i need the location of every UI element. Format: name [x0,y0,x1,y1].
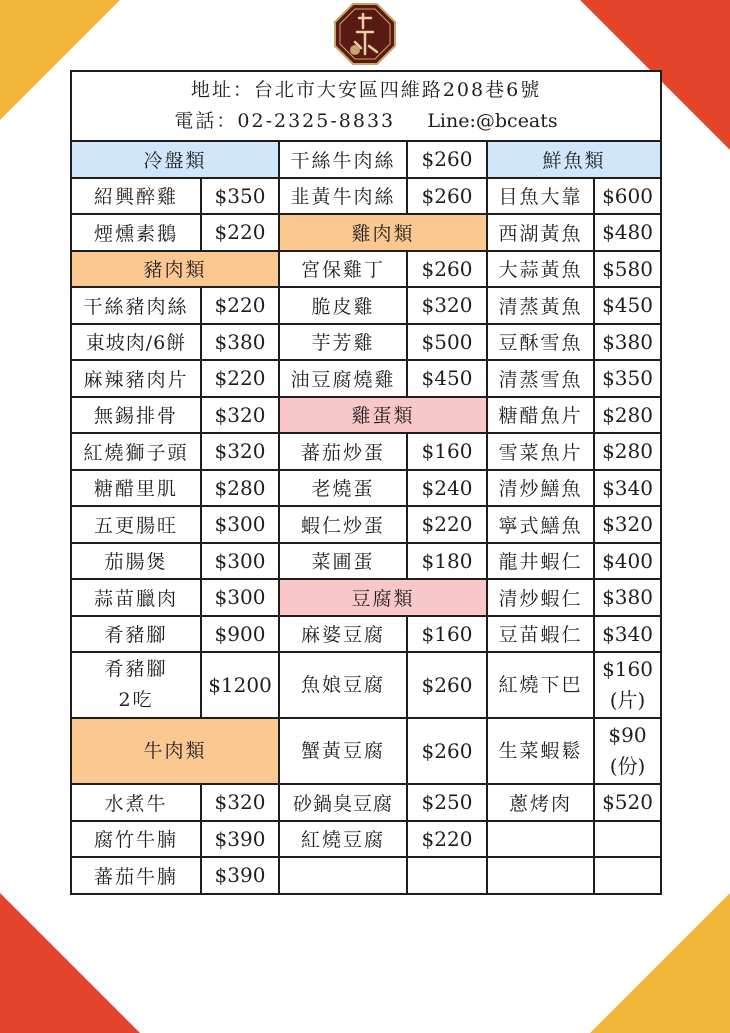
item-price: $480 [594,214,661,251]
item-price: $220 [407,506,487,543]
item-name: 麻辣豬肉片 [71,360,201,397]
item-name: 豆酥雪魚 [487,324,594,361]
item-name [71,652,201,718]
item-name: 東坡肉/6餅 [71,324,201,361]
item-name: 糖醋魚片 [487,397,594,434]
item-price: $160 [407,616,487,653]
item-price: $280 [594,397,661,434]
item-price: $220 [201,287,279,324]
item-price: $500 [407,324,487,361]
item-price: $340 [594,616,661,653]
item-price: $300 [201,506,279,543]
item-price: $400 [594,543,661,580]
item-name: 蕃茄炒蛋 [279,433,407,470]
item-price: $320 [201,397,279,434]
item-name: 菜圃蛋 [279,543,407,580]
item-price [594,652,661,718]
item-price: $580 [594,251,661,288]
item-price: $280 [201,470,279,507]
item-name-line1: 肴豬腳 [104,658,168,680]
category-pork: 豬肉類 [71,251,279,288]
item-name: 茄腸煲 [71,543,201,580]
item-name: 紅燒下巴 [487,652,594,718]
item-price: $350 [201,178,279,215]
item-price: $390 [201,857,279,894]
item-name: 清炒鱔魚 [487,470,594,507]
item-name: 紹興醉雞 [71,178,201,215]
item-name: 蒜苗臘肉 [71,579,201,616]
category-cold: 冷盤類 [71,141,279,178]
empty-cell [407,857,487,894]
category-egg: 雞蛋類 [279,397,487,434]
item-name: 清蒸黃魚 [487,287,594,324]
item-name: 雪菜魚片 [487,433,594,470]
item-name: 油豆腐燒雞 [279,360,407,397]
item-price: $320 [594,506,661,543]
item-price: $520 [594,784,661,821]
item-price: $220 [201,214,279,251]
item-price: $220 [201,360,279,397]
item-name: 寧式鱔魚 [487,506,594,543]
item-name: 無錫排骨 [71,397,201,434]
item-name: 生菜蝦鬆 [487,718,594,784]
item-price-line1: $90 [608,723,647,747]
item-name: 目魚大靠 [487,178,594,215]
category-tofu: 豆腐類 [279,579,487,616]
item-price: $260 [407,141,487,178]
item-price: $450 [594,287,661,324]
item-name: 龍井蝦仁 [487,543,594,580]
item-price: $180 [407,543,487,580]
empty-cell [279,857,407,894]
category-chicken: 雞肉類 [279,214,487,251]
item-name: 脆皮雞 [279,287,407,324]
item-price: $260 [407,251,487,288]
item-name: 西湖黃魚 [487,214,594,251]
item-price: $320 [201,433,279,470]
item-price: $260 [407,652,487,718]
item-name-line2: 2吃 [118,689,154,711]
item-price-line2: (片) [609,688,646,712]
item-name: 蟹黃豆腐 [279,718,407,784]
corner-decoration-bottom-left [0,893,140,1033]
item-price: $260 [407,718,487,784]
item-price: $380 [594,579,661,616]
item-name: 老燒蛋 [279,470,407,507]
corner-decoration-bottom-right [590,893,730,1033]
empty-cell [594,857,661,894]
item-price: $600 [594,178,661,215]
item-price: $300 [201,579,279,616]
item-price-line1: $160 [602,657,653,681]
item-name: 紅燒豆腐 [279,821,407,858]
item-price: $380 [201,324,279,361]
item-price: $160 [407,433,487,470]
item-price: $280 [594,433,661,470]
phone-number: 02-2325-8833 [237,110,396,132]
item-name: 蝦仁炒蛋 [279,506,407,543]
category-beef: 牛肉類 [71,718,279,784]
item-price: $340 [594,470,661,507]
item-price: $240 [407,470,487,507]
contact-header [71,71,661,141]
item-name: 韭黃牛肉絲 [279,178,407,215]
item-name: 清蒸雪魚 [487,360,594,397]
item-name: 腐竹牛腩 [71,821,201,858]
item-name: 蔥烤肉 [487,784,594,821]
restaurant-seal-logo [333,2,397,66]
empty-cell [487,857,594,894]
item-name: 魚娘豆腐 [279,652,407,718]
item-price: $250 [407,784,487,821]
address-label: 地址： [190,79,254,101]
item-name: 五更腸旺 [71,506,201,543]
item-price: $1200 [201,652,279,718]
empty-cell [594,821,661,858]
empty-cell [487,821,594,858]
item-price: $220 [407,821,487,858]
item-name: 宮保雞丁 [279,251,407,288]
item-name: 大蒜黃魚 [487,251,594,288]
category-fish: 鮮魚類 [487,141,661,178]
item-price: $260 [407,178,487,215]
item-name: 干絲牛肉絲 [279,141,407,178]
item-name: 砂鍋臭豆腐 [279,784,407,821]
item-name: 干絲豬肉絲 [71,287,201,324]
item-name: 清炒蝦仁 [487,579,594,616]
item-price: $320 [407,287,487,324]
phone-label: 電話： [174,110,238,132]
item-name: 芋芳雞 [279,324,407,361]
item-name: 糖醋里肌 [71,470,201,507]
item-price: $380 [594,324,661,361]
item-price: $320 [201,784,279,821]
address: 台北市大安區四維路208巷6號 [253,79,542,101]
item-name: 蕃茄牛腩 [71,857,201,894]
item-price: $300 [201,543,279,580]
item-name: 麻婆豆腐 [279,616,407,653]
line-id: Line:@bceats [427,110,558,132]
item-name: 煙燻素鵝 [71,214,201,251]
menu-table [70,70,662,895]
item-price: $900 [201,616,279,653]
item-price: $350 [594,360,661,397]
item-price [594,718,661,784]
item-price: $450 [407,360,487,397]
item-price-line2: (份) [609,754,646,778]
item-name: 肴豬腳 [71,616,201,653]
item-price: $390 [201,821,279,858]
item-name: 豆苗蝦仁 [487,616,594,653]
item-name: 水煮牛 [71,784,201,821]
item-name: 紅燒獅子頭 [71,433,201,470]
